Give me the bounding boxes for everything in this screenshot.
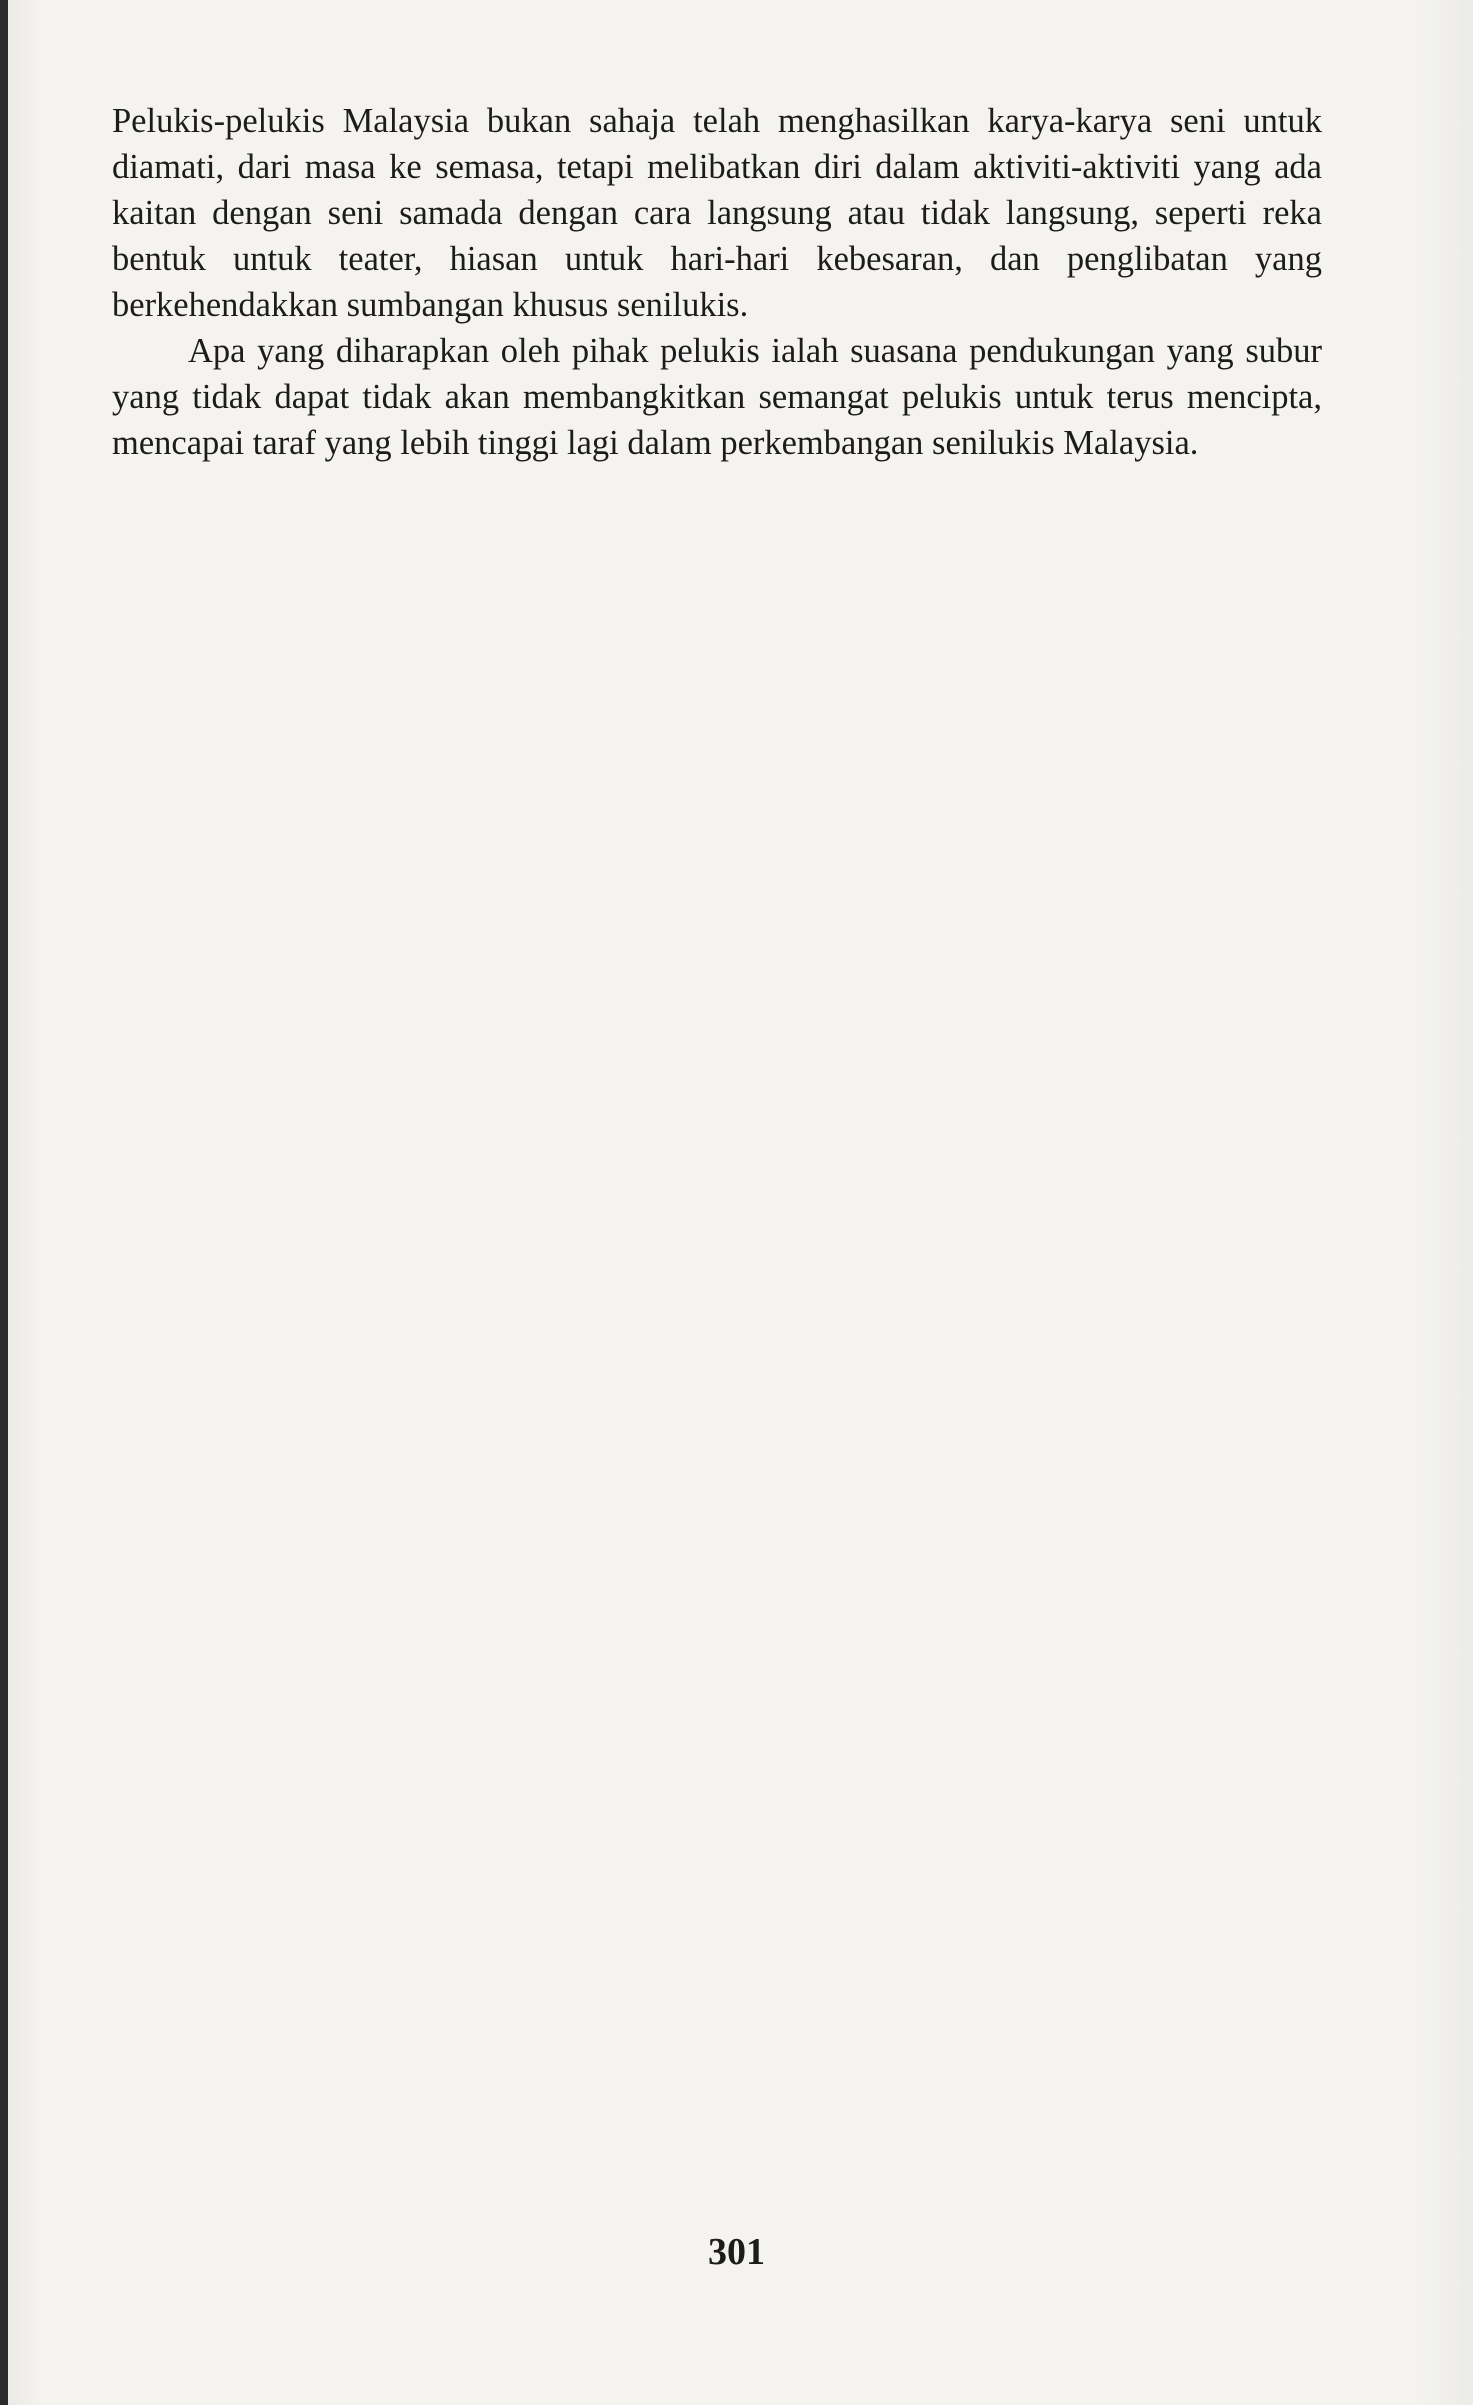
body-text bbox=[112, 98, 1322, 466]
reverse-side-show-through bbox=[100, 560, 1360, 2160]
paragraph-1: Pelukis-pelukis Malaysia bukan sahaja telah menghasilkan karya-karya seni untuk diamati, dari masa ke semasa, tetapi melibatkan diri dalam aktiviti-aktiviti yang ada kaitan dengan seni samada dengan cara langsung atau tidak langsung, seperti reka bentuk untuk teater, hiasan untuk hari-hari kebesaran, dan penglibatan yang berkehendakkan sumbangan khusus senilukis. bbox=[112, 102, 1322, 324]
paragraph-2: Apa yang diharapkan oleh pihak pelukis ialah suasana pendukungan yang subur yang tidak dapat tidak akan membangkitkan semangat pelukis untuk terus mencipta, mencapai taraf yang lebih tinggi lagi dalam perkembangan senilukis Malaysia. bbox=[112, 332, 1322, 462]
page-binding-edge bbox=[0, 0, 8, 2405]
page-number: 301 bbox=[708, 2231, 765, 2273]
